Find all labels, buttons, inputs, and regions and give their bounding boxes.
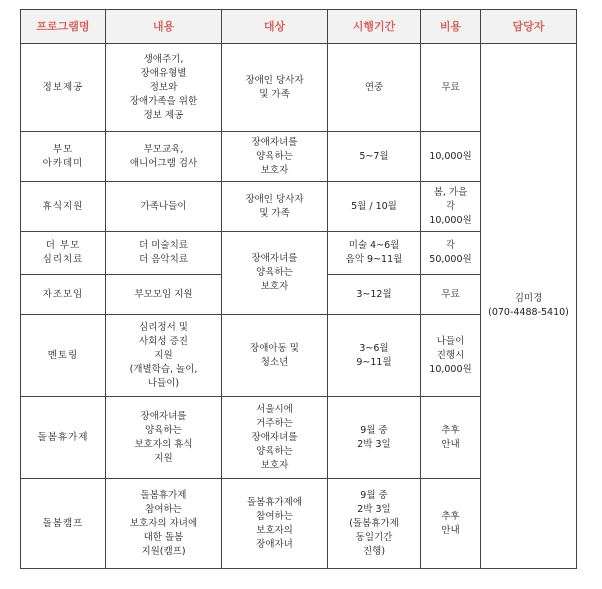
cost-cell: 무료 xyxy=(421,44,481,132)
program-name: 더 부모 심리치료 xyxy=(21,232,106,275)
program-name: 멘토링 xyxy=(21,315,106,397)
period-cell: 3~12월 xyxy=(328,275,421,315)
period-cell: 5~7월 xyxy=(328,132,421,182)
target-cell: 장애자녀를 양육하는 보호자 xyxy=(222,232,328,315)
cost-cell: 나들이 진행시 10,000원 xyxy=(421,315,481,397)
target-cell: 서울시에 거주하는 장애자녀를 양육하는 보호자 xyxy=(222,397,328,479)
cost-cell: 추후 안내 xyxy=(421,397,481,479)
header-content: 내용 xyxy=(106,10,222,44)
header-period: 시행기간 xyxy=(328,10,421,44)
target-cell: 장애아동 및 청소년 xyxy=(222,315,328,397)
cost-cell: 각 50,000원 xyxy=(421,232,481,275)
program-name: 돌봄휴가제 xyxy=(21,397,106,479)
period-cell: 3~6월 9~11월 xyxy=(328,315,421,397)
program-name: 휴식지원 xyxy=(21,182,106,232)
table-header xyxy=(21,10,577,44)
cost-cell: 무료 xyxy=(421,275,481,315)
header-program: 프로그램명 xyxy=(21,10,106,44)
target-cell: 장애자녀를 양육하는 보호자 xyxy=(222,132,328,182)
target-cell: 장애인 당사자 및 가족 xyxy=(222,182,328,232)
cost-cell: 10,000원 xyxy=(421,132,481,182)
program-name: 돌봄캠프 xyxy=(21,479,106,569)
period-cell: 연중 xyxy=(328,44,421,132)
program-name: 부모 아카데미 xyxy=(21,132,106,182)
header-cost: 비용 xyxy=(421,10,481,44)
header-manager: 담당자 xyxy=(481,10,577,44)
content-cell: 생애주기, 장애유형별 정보와 장애가족을 위한 정보 제공 xyxy=(106,44,222,132)
content-cell: 심리정서 및 사회성 증진 지원 (개별학습, 놀이, 나들이) xyxy=(106,315,222,397)
content-cell: 더 미술치료 더 음악치료 xyxy=(106,232,222,275)
content-cell: 장애자녀를 양육하는 보호자의 휴식 지원 xyxy=(106,397,222,479)
content-cell: 가족나들이 xyxy=(106,182,222,232)
manager-cell: 김미경 (070-4488-5410) xyxy=(481,44,577,569)
program-table xyxy=(20,9,577,569)
cost-cell: 추후 안내 xyxy=(421,479,481,569)
period-cell: 미술 4~6월 음악 9~11월 xyxy=(328,232,421,275)
period-cell: 5월 / 10월 xyxy=(328,182,421,232)
program-name: 정보제공 xyxy=(21,44,106,132)
period-cell: 9월 중 2박 3일 (돌봄휴가제 동일기간 진행) xyxy=(328,479,421,569)
target-cell: 장애인 당사자 및 가족 xyxy=(222,44,328,132)
content-cell: 부모모임 지원 xyxy=(106,275,222,315)
header-target: 대상 xyxy=(222,10,328,44)
target-cell: 돌봄휴가제에 참여하는 보호자의 장애자녀 xyxy=(222,479,328,569)
table-row xyxy=(21,44,577,132)
content-cell: 돌봄휴가제 참여하는 보호자의 자녀에 대한 돌봄 지원(캠프) xyxy=(106,479,222,569)
period-cell: 9월 중 2박 3일 xyxy=(328,397,421,479)
cost-cell: 봄, 가을 각 10,000원 xyxy=(421,182,481,232)
content-cell: 부모교육, 애니어그램 검사 xyxy=(106,132,222,182)
program-name: 자조모임 xyxy=(21,275,106,315)
header-row xyxy=(21,10,577,44)
